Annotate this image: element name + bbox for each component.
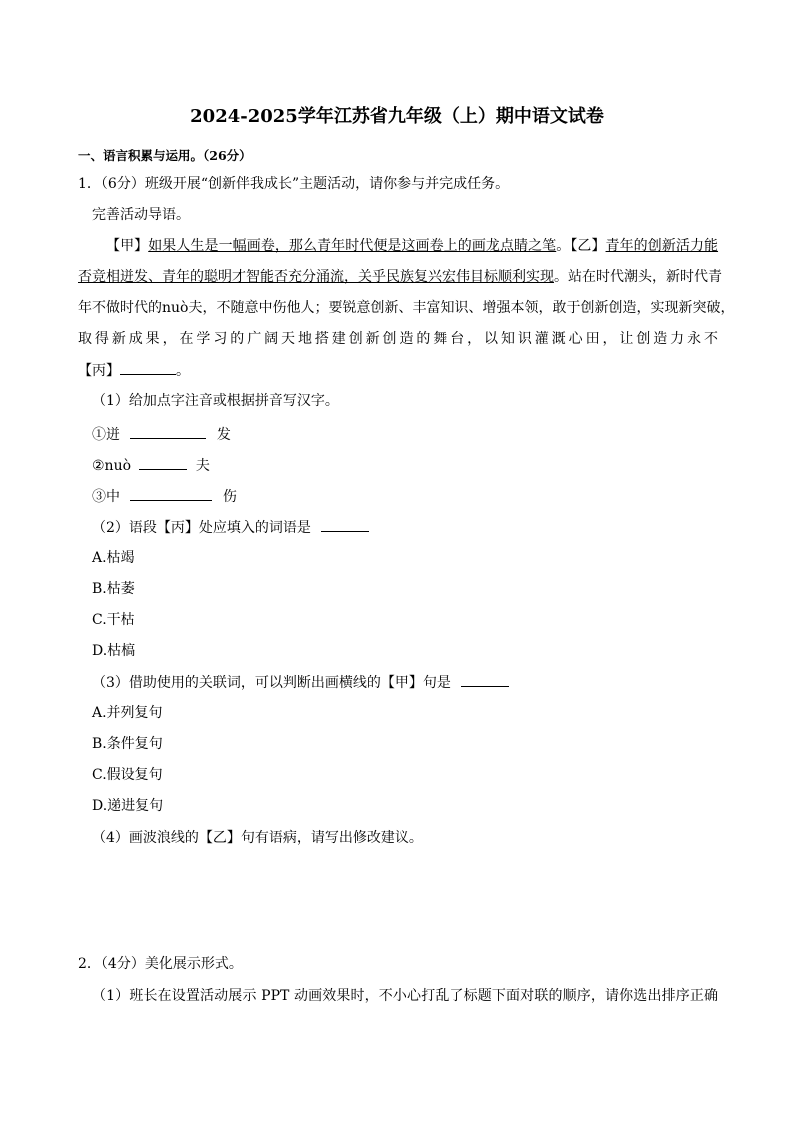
- answer-blank[interactable]: [321, 517, 369, 532]
- question-2-header: 2．（4分）美化展示形式。: [78, 956, 243, 972]
- item-prefix: ③中: [92, 489, 120, 505]
- sub-question-4: （4）画波浪线的【乙】句有语病，请写出修改建议。: [92, 830, 423, 846]
- sub-question-3: [92, 672, 732, 693]
- sub1-item-1: [92, 424, 732, 445]
- label-yi: 【乙】: [570, 238, 606, 254]
- option-c[interactable]: C.干枯: [92, 612, 135, 628]
- question-2-sub-1: （1）班长在设置活动展示 PPT 动画效果时，不小心打乱了标题下面对联的顺序，请你选出排序正确: [92, 988, 718, 1004]
- option-c[interactable]: C.假设复句: [92, 767, 163, 783]
- item-suffix: 夫: [195, 458, 210, 474]
- option-d[interactable]: D.递进复句: [92, 798, 164, 814]
- option-b[interactable]: B.枯萎: [92, 581, 135, 597]
- jia-sentence: 如果人生是一幅画卷，那么青年时代便是这画卷上的画龙点睛之笔: [148, 238, 557, 254]
- passage-line-4: 取得新成果，在学习的广阔天地搭建创新创造的舞台，以知识灌溉心田，让创造力永不: [78, 331, 718, 347]
- option-a[interactable]: A.枯竭: [92, 550, 135, 566]
- punctuation: 。: [556, 238, 571, 254]
- punctuation: 。: [176, 363, 190, 379]
- page-title: 2024-2025学年江苏省九年级（上）期中语文试卷: [190, 106, 604, 127]
- sub-question-1: （1）给加点字注音或根据拼音写汉字。: [92, 393, 339, 409]
- answer-blank[interactable]: [130, 486, 212, 501]
- item-suffix: 伤: [222, 489, 237, 505]
- item-suffix: 发: [216, 427, 231, 443]
- answer-blank[interactable]: [120, 360, 176, 375]
- passage-text: 。站在时代潮头，新时代青: [554, 269, 722, 285]
- sub-question-2: [92, 517, 732, 538]
- yi-sentence-part2: 否竞相迸发、青年的聪明才智能否充分涌流，关乎民族复兴宏伟目标顺利实现: [78, 269, 554, 285]
- answer-blank[interactable]: [139, 455, 187, 470]
- sub1-item-3: [92, 486, 732, 507]
- option-a[interactable]: A.并列复句: [92, 705, 163, 721]
- option-b[interactable]: B.条件复句: [92, 736, 163, 752]
- section-heading: 一、语言积累与运用。（26分）: [78, 148, 252, 163]
- item-prefix: ①迸: [92, 427, 120, 443]
- sub-question-3-text: （3）借助使用的关联词，可以判断出画横线的【甲】句是: [92, 675, 451, 691]
- answer-blank[interactable]: [461, 672, 509, 687]
- passage-line-5: [78, 360, 718, 381]
- passage-line-2: [78, 267, 722, 287]
- option-d[interactable]: D.枯槁: [92, 643, 136, 659]
- label-bing: 【丙】: [78, 363, 120, 379]
- item-prefix: ②nuò: [92, 458, 132, 474]
- sub-question-2-text: （2）语段【丙】处应填入的词语是: [92, 520, 311, 536]
- question-1-header: 1．（6分）班级开展“创新伴我成长”主题活动，请你参与并完成任务。: [78, 176, 510, 192]
- passage-line-3: 年不做时代的nuò夫，不随意中伤他人；要锐意创新、丰富知识、增强本领，敢于创新创造，实现新突破，: [78, 300, 735, 316]
- question-1-intro: 完善活动导语。: [92, 207, 190, 223]
- answer-blank[interactable]: [130, 424, 206, 439]
- yi-sentence-part1: 青年的创新活力能: [605, 238, 719, 254]
- sub1-item-2: [92, 455, 732, 476]
- label-jia: 【甲】: [106, 238, 149, 254]
- passage-line-1: [106, 236, 718, 256]
